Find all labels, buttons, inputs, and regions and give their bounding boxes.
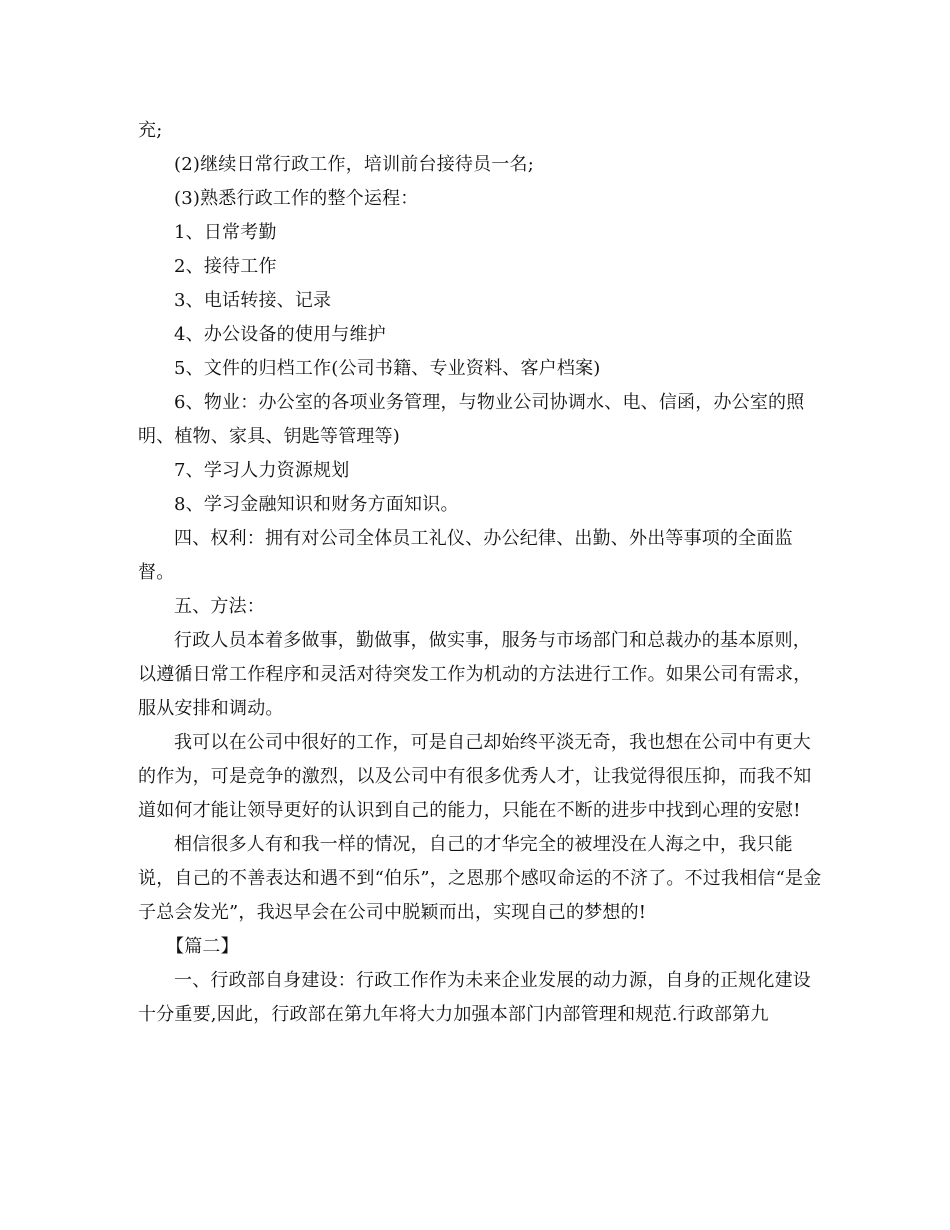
list-item: 5、文件的归档工作(公司书籍、专业资料、客户档案) [174,358,601,379]
list-item: 8、学习金融知识和财务方面知识。 [174,494,459,515]
list-item: 6、物业：办公室的各项业务管理，与物业公司协调水、电、信函，办公室的照明、植物、家具、钥匙等管理等) [138,392,805,447]
list-item: 2、接待工作 [174,256,277,277]
list-item: 3、电话转接、记录 [174,290,332,311]
document-body [138,114,826,1032]
paragraph: 相信很多人有和我一样的情况，自己的才华完全的被埋没在人海之中，我只能说，自己的不善表达和遇不到“伯乐”，之恩那个感叹命运的不济了。不过我相信“是金子总会发光”，我迟早会在公司中脱颖而出，实现自己的梦想的! [138,834,822,923]
paragraph: (2)继续日常行政工作，培训前台接待员一名; [174,154,534,175]
list-item: 7、学习人力资源规划 [174,460,350,481]
paragraph: 充; [138,120,163,141]
paragraph: (3)熟悉行政工作的整个运程： [174,188,419,209]
list-item: 1、日常考勤 [174,222,277,243]
list-item: 4、办公设备的使用与维护 [174,324,386,345]
paragraph: 行政人员本着多做事，勤做事，做实事，服务与市场部门和总裁办的基本原则，以遵循日常工作程序和灵活对待突发工作为机动的方法进行工作。如果公司有需求，服从安排和调动。 [138,630,812,719]
paragraph: 我可以在公司中很好的工作，可是自己却始终平淡无奇，我也想在公司中有更大的作为，可是竞争的激烈，以及公司中有很多优秀人才，让我觉得很压抑，而我不知道如何才能让领导更好的认识到自己的能力，只能在不断的进步中找到心理的安慰! [138,732,812,821]
section-heading: 五、方法： [174,596,265,617]
part-heading: 【篇二】 [166,936,239,957]
section-paragraph: 四、权利：拥有对公司全体员工礼仪、办公纪律、出勤、外出等事项的全面监督。 [138,528,793,583]
paragraph: 一、行政部自身建设：行政工作作为未来企业发展的动力源，自身的正规化建设十分重要,因此，行政部在第九年将大力加强本部门内部管理和规范.行政部第九 [138,970,811,1025]
